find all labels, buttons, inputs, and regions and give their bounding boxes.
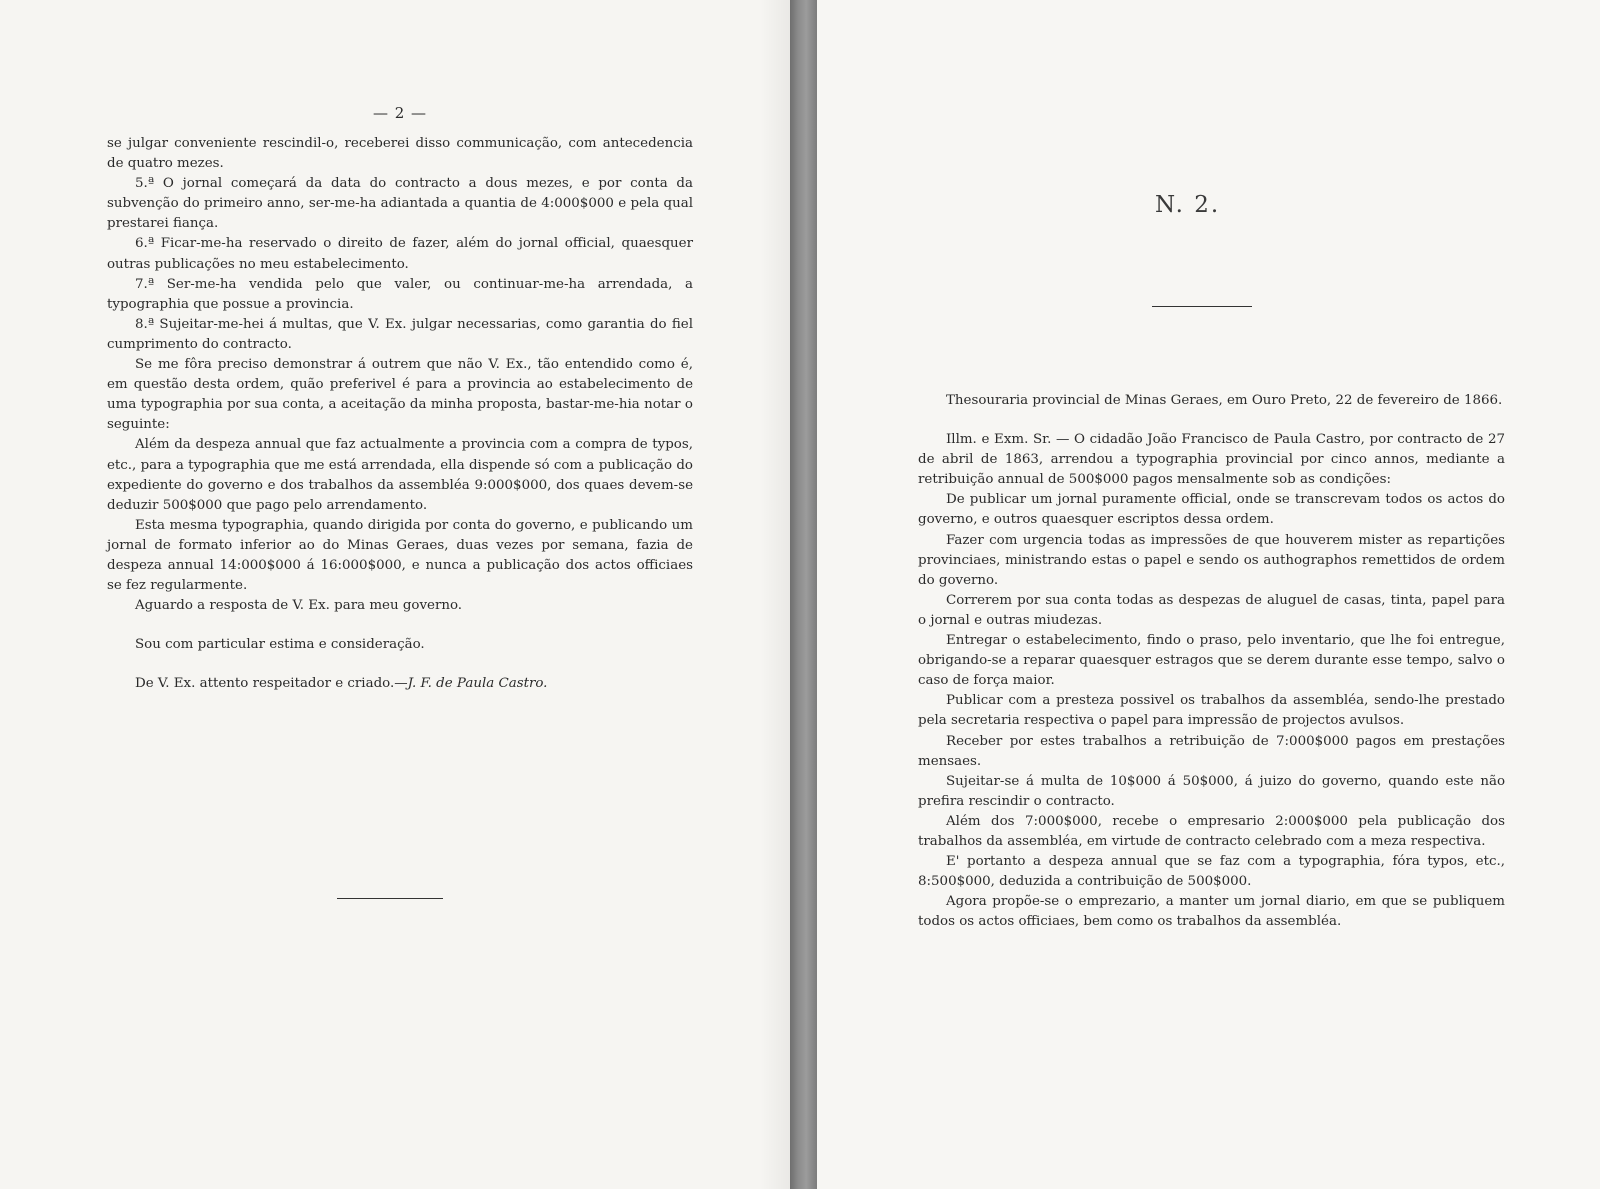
paragraph: 8.ª Sujeitar-me-hei á multas, que V. Ex. julgar necessarias, como garantia do fiel cumprimento do contracto. [107, 316, 693, 352]
paragraph: Aguardo a resposta de V. Ex. para meu governo. [135, 598, 463, 614]
paragraph: 7.ª Ser-me-ha vendida pelo que valer, ou continuar-me-ha arrendada, a typographia que possue a provincia. [107, 276, 693, 312]
paragraph: Sujeitar-se á multa de 10$000 á 50$000, á juizo do governo, quando este não prefira rescindir o contracto. [918, 773, 1505, 809]
paragraph: Além da despeza annual que faz actualmente a provincia com a compra de typos, etc., para a typographia que me está arrendada, ella dispende só com a publicação do expediente do governo e dos trabalhos da assembléa 9:000$000, dos quaes devem-se deduzir 500$000 que pago pelo arrendamento. [107, 437, 693, 513]
paragraph: Entregar o estabelecimento, findo o praso, pelo inventario, que lhe foi entregue, obrigando-se a reparar quaesquer estragos que se derem durante esse tempo, salvo o caso de força maior. [918, 633, 1505, 689]
closing-line: Sou com particular estima e consideração. [135, 637, 425, 653]
paragraph: Além dos 7:000$000, recebe o empresario 2:000$000 pela publicação dos trabalhos da assembléa, em virtude de contracto celebrado com a meza respectiva. [918, 813, 1505, 849]
paragraph: Correrem por sua conta todas as despezas de aluguel de casas, tinta, papel para o jornal e outras miudezas. [918, 592, 1505, 628]
paragraph: Receber por estes trabalhos a retribuição de 7:000$000 pagos em prestações mensaes. [918, 733, 1505, 769]
section-heading: N. 2. [1155, 192, 1221, 218]
paragraph: Esta mesma typographia, quando dirigida por conta do governo, e publicando um jornal de formato inferior ao do Minas Geraes, duas vezes por semana, fazia de despeza annual 14:000$000 á 16:000$000, e nunca a publicação dos actos officiaes se fez regularmente. [107, 517, 693, 594]
page-shadow [760, 0, 790, 1189]
paragraph: Illm. e Exm. Sr. — O cidadão João Francisco de Paula Castro, por contracto de 27 de abril de 1863, arrendou a typographia provincial por cinco annos, mediante a retribuição annual de 500$000 pagos mensalmente sob as condições: [918, 432, 1505, 488]
signature-prefix: De V. Ex. attento respeitador e criado.— [135, 676, 408, 692]
signature-name: J. F. de Paula Castro. [407, 676, 548, 692]
paragraph: Se me fôra preciso demonstrar á outrem que não V. Ex., tão entendido como é, em questão desta ordem, quão preferivel é para a provincia ao estabelecimento de uma typographia por sua conta, a aceitação da minha proposta, bastar-me-hia notar o seguinte: [107, 357, 693, 433]
paragraph: Agora propõe-se o emprezario, a manter um jornal diario, em que se publiquem todos os actos officiaes, bem como os trabalhos da assembléa. [918, 894, 1505, 930]
signature-line [107, 674, 693, 694]
paragraph: Fazer com urgencia todas as impressões de que houverem mister as repartições provinciaes, ministrando estas o papel e sendo os authographos remettidos de ordem do governo. [918, 532, 1505, 588]
paragraph: E' portanto a despeza annual que se faz com a typographia, fóra typos, etc., 8:500$000, deduzida a contribuição de 500$000. [918, 854, 1505, 890]
opening-line: Thesouraria provincial de Minas Geraes, em Ouro Preto, 22 de fevereiro de 1866. [946, 393, 1503, 408]
section-rule [1152, 306, 1252, 307]
book-gutter [790, 0, 817, 1189]
right-page-body [918, 391, 1505, 932]
paragraph: se julgar conveniente rescindil-o, receberei disso communicação, com antecedencia de quatro mezes. [107, 136, 693, 172]
paragraph: 5.ª O jornal começará da data do contracto a dous mezes, e por conta da subvenção do primeiro anno, ser-me-ha adiantada a quantia de 4:000$000 e pela qual prestarei fiança. [107, 176, 693, 232]
section-rule [337, 898, 443, 899]
paragraph: 6.ª Ficar-me-ha reservado o direito de fazer, além do jornal official, quaesquer outras publicações no meu estabelecimento. [107, 236, 693, 272]
left-page-body [107, 134, 693, 694]
page-number: — 2 — [372, 104, 428, 122]
paragraph: De publicar um jornal puramente official, onde se transcrevam todos os actos do governo, e outros quaesquer escriptos dessa ordem. [918, 492, 1505, 528]
left-page [0, 0, 790, 1189]
paragraph: Publicar com a presteza possivel os trabalhos da assembléa, sendo-lhe prestado pela secretaria respectiva o papel para impressão de projectos avulsos. [918, 693, 1505, 729]
